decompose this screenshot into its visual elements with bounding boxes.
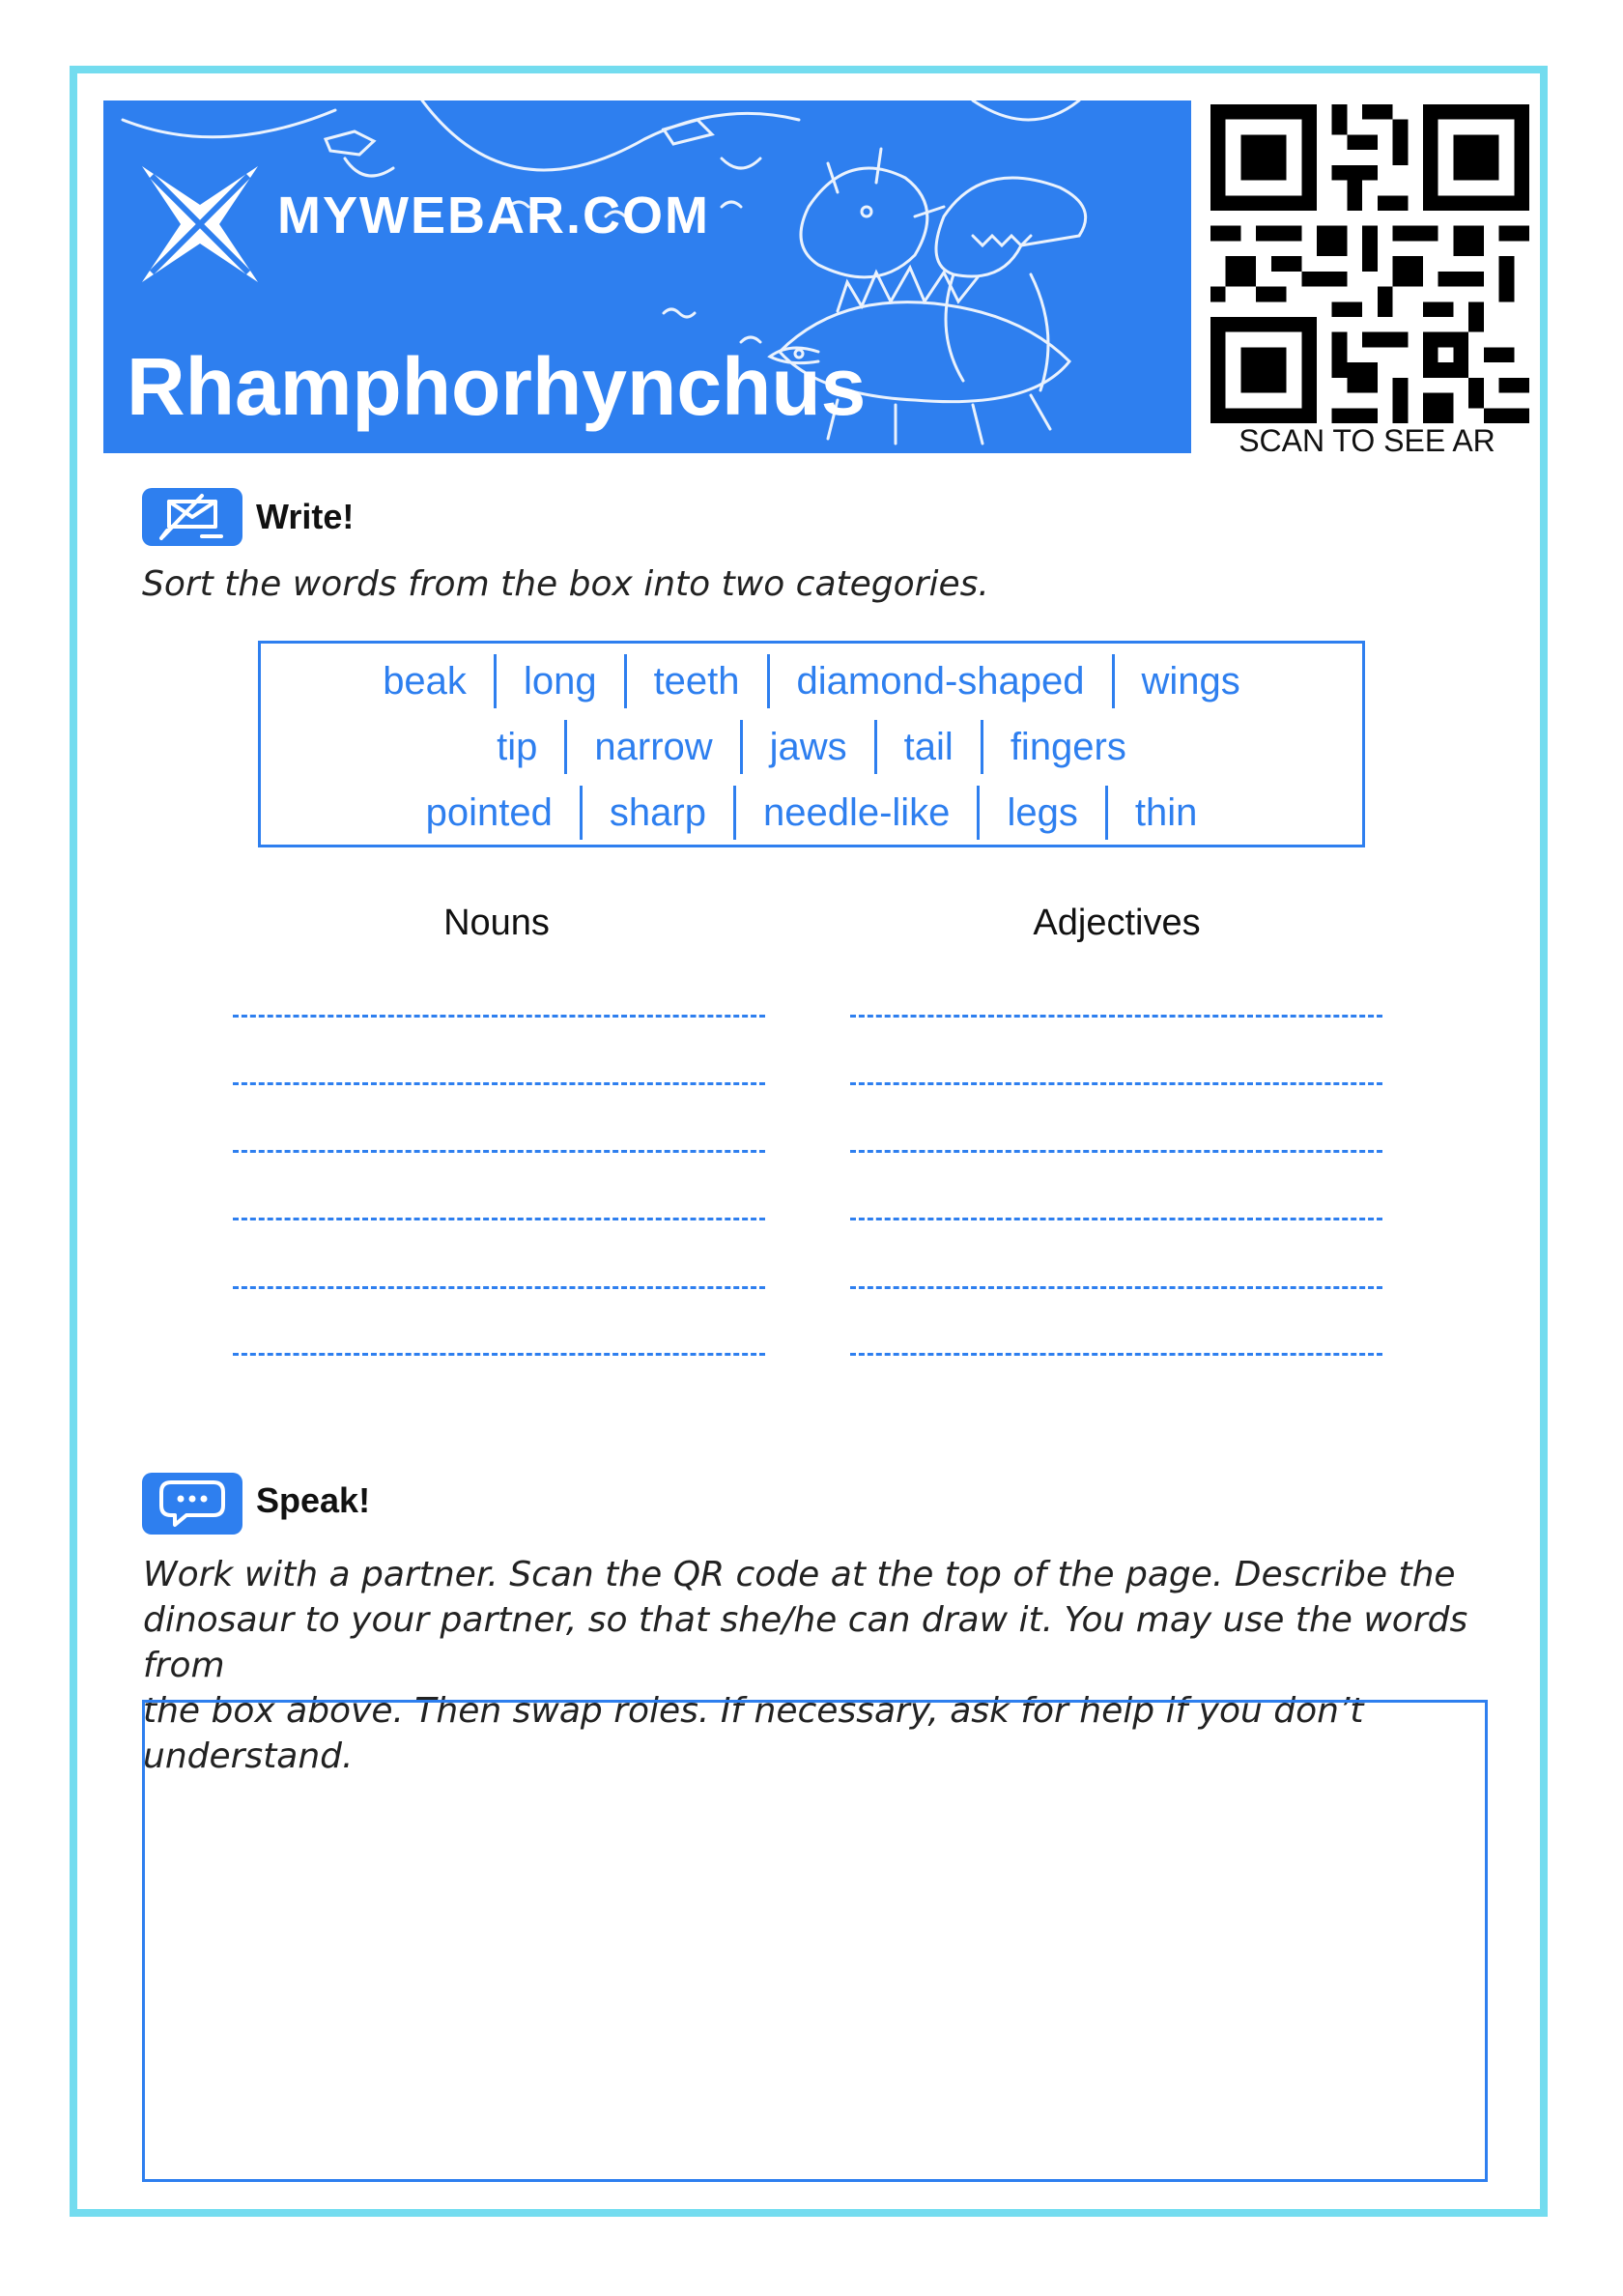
word-box	[258, 641, 1365, 847]
nouns-heading: Nouns	[443, 903, 550, 943]
answer-line[interactable]	[850, 1218, 1382, 1220]
word: tail	[874, 720, 981, 774]
pen-envelope-icon	[142, 488, 242, 546]
word: legs	[977, 786, 1104, 840]
brand-name: MYWEBAR.COM	[277, 187, 710, 244]
answer-line[interactable]	[233, 1082, 765, 1085]
answer-line[interactable]	[850, 1015, 1382, 1018]
answer-line[interactable]	[233, 1218, 765, 1220]
write-instruction: Sort the words from the box into two categories.	[142, 564, 989, 604]
answer-line[interactable]	[233, 1353, 765, 1356]
answer-line[interactable]	[233, 1286, 765, 1289]
speak-heading: Speak!	[256, 1480, 371, 1520]
word: long	[494, 654, 624, 708]
word: thin	[1105, 786, 1225, 840]
header-banner	[103, 100, 1191, 453]
write-heading: Write!	[256, 497, 355, 536]
mywebar-logo-icon	[132, 157, 268, 292]
word: sharp	[580, 786, 733, 840]
answer-line[interactable]	[850, 1082, 1382, 1085]
word: needle-like	[733, 786, 977, 840]
word: teeth	[624, 654, 767, 708]
speech-bubble-icon	[142, 1473, 242, 1535]
word-row	[261, 654, 1362, 708]
answer-line[interactable]	[850, 1150, 1382, 1153]
qr-code[interactable]	[1208, 104, 1532, 423]
word: pointed	[425, 791, 553, 834]
speak-instruction-line: dinosaur to your partner, so that she/he can draw it. You may use the words from	[143, 1600, 1468, 1685]
word: tip	[497, 726, 538, 768]
page-title: Rhamphorhynchus	[127, 341, 867, 432]
qr-caption: SCAN TO SEE AR	[1239, 423, 1495, 458]
answer-line[interactable]	[233, 1150, 765, 1153]
word: jaws	[740, 720, 874, 774]
word: narrow	[564, 720, 739, 774]
word-row	[261, 786, 1362, 840]
word: wings	[1112, 654, 1267, 708]
word: diamond-shaped	[767, 654, 1112, 708]
speak-instruction-line: the box above. Then swap roles. If necessary, ask for help if you don’t understand.	[143, 1691, 1364, 1776]
answer-line[interactable]	[850, 1353, 1382, 1356]
answer-line[interactable]	[850, 1286, 1382, 1289]
word: fingers	[981, 720, 1153, 774]
answer-line[interactable]	[233, 1015, 765, 1018]
adjectives-heading: Adjectives	[1033, 903, 1201, 943]
speak-instruction-line: Work with a partner. Scan the QR code at the top of the page. Describe the	[143, 1555, 1456, 1594]
word: beak	[383, 660, 467, 703]
drawing-area[interactable]	[142, 1700, 1488, 2182]
word-row	[261, 720, 1362, 774]
